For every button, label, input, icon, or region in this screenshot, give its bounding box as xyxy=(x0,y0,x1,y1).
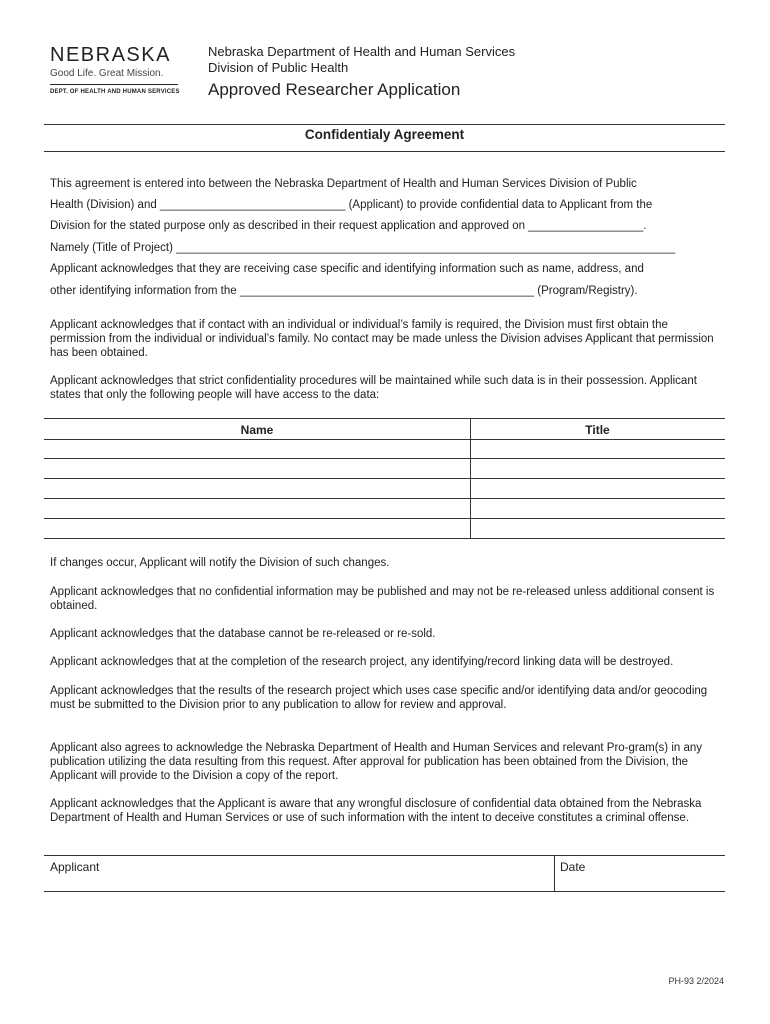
table-row[interactable] xyxy=(44,518,725,519)
org-line-2: Division of Public Health xyxy=(208,60,349,75)
intro-line-1: This agreement is entered into between the Nebraska Department of Health and Human Services Division of Public xyxy=(50,178,637,190)
intro-line-3: Division for the stated purpose only as described in their request application and approved on __________________. xyxy=(50,220,647,232)
paragraph-procedures: Applicant acknowledges that strict confidentiality procedures will be maintained while such data is in their possession. Applicant states that only the following people will have access to the data: xyxy=(50,375,697,401)
organization-header xyxy=(208,44,515,76)
org-line-1: Nebraska Department of Health and Human Services xyxy=(208,44,516,59)
logo-tagline: Good Life. Great Mission. xyxy=(50,68,164,79)
form-title: Approved Researcher Application xyxy=(208,80,461,99)
table-row[interactable] xyxy=(44,458,725,459)
section-top-rule xyxy=(44,124,725,125)
logo-wordmark: NEBRASKA xyxy=(50,44,171,66)
table-row[interactable] xyxy=(44,478,725,479)
intro-line-6: other identifying information from the ______________________________________________ (Program/Registry). xyxy=(50,285,638,297)
paragraph-contact: Applicant acknowledges that if contact with an individual or individual’s family is required, the Division must first obtain the permission from the individual or individual’s family. No contact may be made unless the Division advises Applicant that permission has been obtained. xyxy=(50,319,714,359)
applicant-signature-field[interactable]: Applicant xyxy=(50,860,100,874)
paragraph-disclosure: Applicant acknowledges that the Applicant is aware that any wrongful disclosure of confidential data obtained from the Nebraska Department of Health and Human Services or use of such information with the intent to deceive constitutes a criminal offense. xyxy=(50,798,702,824)
paragraph-changes: If changes occur, Applicant will notify the Division of such changes. xyxy=(50,557,390,569)
form-number: PH-93 2/2024 xyxy=(668,976,724,986)
logo-department: DEPT. OF HEALTH AND HUMAN SERVICES xyxy=(50,89,180,95)
section-title: Confidentialy Agreement xyxy=(304,127,465,142)
intro-line-2: Health (Division) and _____________________________ (Applicant) to provide confidential data to Applicant from the xyxy=(50,199,653,211)
table-header xyxy=(44,418,725,440)
table-row[interactable] xyxy=(44,538,725,539)
paragraph-acknowledge: Applicant also agrees to acknowledge the Nebraska Department of Health and Human Services and relevant Pro-gram(s) in any publication utilizing the data resulting from this request. After approval for publication has been obtained from the Division, the Applicant will provide to the Division a copy of the report. xyxy=(50,742,703,782)
signature-block xyxy=(44,855,725,892)
paragraph-resold: Applicant acknowledges that the database cannot be re-released or re-sold. xyxy=(50,628,436,640)
section-bottom-rule xyxy=(44,151,725,152)
table-row[interactable] xyxy=(44,498,725,499)
column-header-name: Name xyxy=(240,423,274,437)
paragraph-review: Applicant acknowledges that the results of the research project which uses case specific and/or identifying data and/or geocoding must be submitted to the Division prior to any publication to allow for review and approval. xyxy=(50,685,708,711)
logo-divider xyxy=(50,84,178,85)
intro-line-5: Applicant acknowledges that they are receiving case specific and identifying information such as name, address, and xyxy=(50,263,644,275)
paragraph-publish: Applicant acknowledges that no confidential information may be published and may not be re-released unless additional consent is obtained. xyxy=(50,586,715,612)
signature-divider xyxy=(554,856,555,891)
date-field[interactable]: Date xyxy=(560,860,586,874)
paragraph-destroyed: Applicant acknowledges that at the completion of the research project, any identifying/record linking data will be destroyed. xyxy=(50,656,674,668)
nebraska-logo xyxy=(50,44,190,114)
column-header-title: Title xyxy=(585,423,610,437)
intro-line-4: Namely (Title of Project) ______________________________________________________________________________ xyxy=(50,242,675,254)
